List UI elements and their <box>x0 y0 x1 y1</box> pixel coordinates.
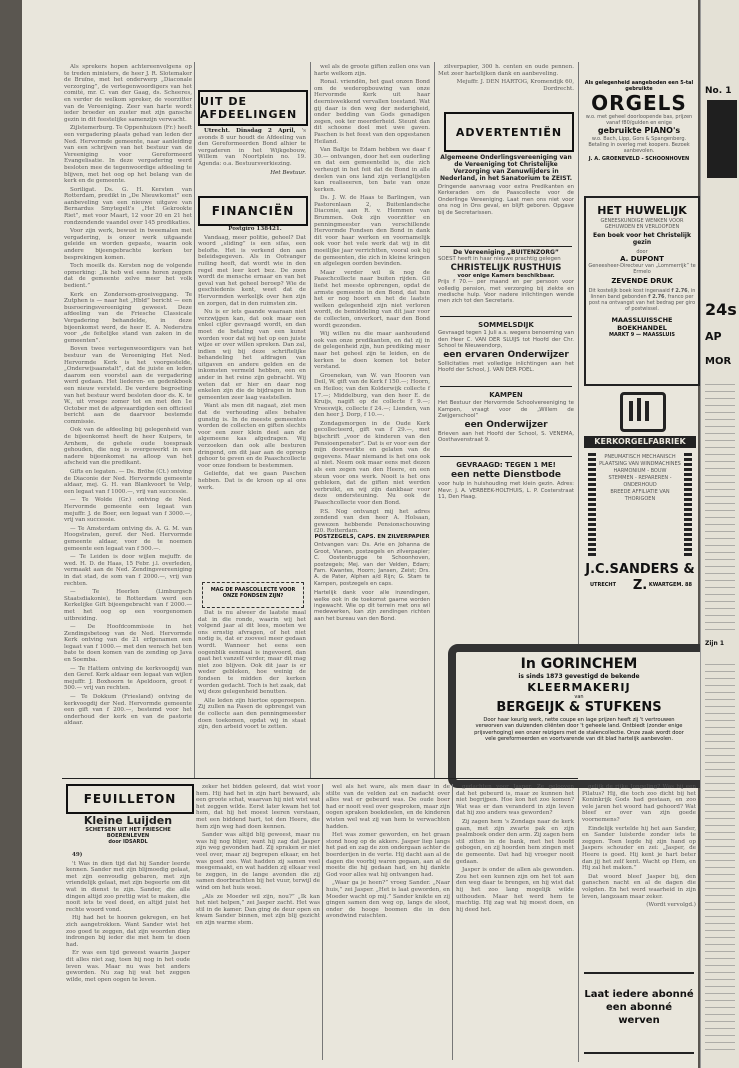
uitgever-address: MARKT 9 — MAASSLUIS <box>609 332 675 338</box>
kerkorgel-ad: KERKORGELFABRIEK PNEUMATISCH MECHANISCH PLAATSING VAN WINDMACHINES HARMONIUM - BOUW STEMMEN - REPAREREN - ONDERHOUD BREEDE AFFILIATIE VAN THORIGOEN J.C.SANDERS & Z. UTRECHT KWARTGEM. 88 <box>584 388 696 628</box>
financien-dateline: Postgiro 138421. <box>228 226 282 232</box>
column-divider <box>194 62 195 778</box>
feuilleton-text-5: gelijk de rijke Jongeling? Was hij een Pilatus? Hij, die toch zoo dicht bij het Koninkrijk Gods had gestaan, en zoo vele jaren het woord had gehoord? Wat bleef er over van zijn goede voornemens? Eindelijk vertelde hij het aan Sander, en Sander luisterde zonder iets te zeggen. Toen legde hij zijn hand op Jaspers schouder en zei: „Jasper, de Heere is goed. Hij kent je hart beter dan jij het zelf kent. Wacht op Hem, en Hij zal het maken.” Dat woord bleef Jasper bij, den ganschen nacht en al de dagen die volgden. En het werd waarheid in zijn leven, langzaam maar zeker. (Wordt vervolgd.) <box>582 784 696 909</box>
gorinchem-subtitle: is sinds 1873 gevestigd de bekende <box>518 673 640 680</box>
feuilleton-text-4: gedachten voor Jasper. Ze gelooven dat het gebeurd is, maar ze kunnen het niet begrijpen. Hoe kon het zoo komen? Wat was er dan veranderd in zijn leven dat hij zoo anders was geworden? Zij zagen hem 's Zondags naar de kerk gaan, met zijn zwarte pak en zijn psalmboek onder den arm. Zij zagen hem stil zitten in de bank, met het hoofd gebogen, en zij hoorden hem zingen met de gemeente. Dat had hij vroeger nooit gedaan. Jasper is onder de allen als gewonden. Zou het een kunnen zijn om het tot aan den weg daar te brengen, en hij wist dat hij het zoo lang mogelijk wilde uithouden. Maar het werd hem te machtig. Hij zag wat hij moest doen, en hij deed het. <box>456 784 574 913</box>
feuilleton-number: 49) <box>72 852 83 858</box>
afdeelingen-signature: Het Bestuur. <box>270 169 306 176</box>
bergeijk-title: BERGEIJK & STUFKENS <box>496 700 662 715</box>
price-2: f 2.76 <box>648 294 665 300</box>
gevraagd-title: GEVRAAGD: TEGEN 1 ME! <box>456 461 556 469</box>
feuilleton-subtitle: SCHETSEN UIT HET FRIESCHE BOERENLEVEN <box>85 827 171 839</box>
column-divider <box>310 62 311 778</box>
next-page-text-lines <box>705 380 735 630</box>
feuilleton-title-block <box>66 814 190 850</box>
afdeelingen-text: Utrecht. Dinsdag 2 April, 's avonds 8 uur houdt de Afdeeling van den Gereformeerden Bond alhier te vergaderen in het Wijkgebouw, Willem van Noortplein no. 19. Agenda: o.a. Bestuursverkiezing. Het Bestuur. <box>198 128 306 176</box>
kampen-title: KAMPEN <box>489 391 523 399</box>
next-page-edge <box>700 0 739 1068</box>
sanders-city: UTRECHT <box>590 582 617 588</box>
financien-header <box>198 196 308 226</box>
paascollecte-box <box>202 582 304 608</box>
sanders-phone: KWARTGEM. 88 <box>648 582 692 588</box>
sommelsdijk-ad: SOMMELSDIJK Gevraagd tegen 1 Juli a.s. wegens benoeming van den Heer C. VAN DER SLUIJS tot Hoofd der Chr. School te Nieuwendorp, een ervaren Onderwijzer Sollicitaties met volledige inlichtingen aan het Hoofd der School, J. VAN DER POEL. <box>438 321 574 374</box>
onderwijzer2-title: een Onderwijzer <box>464 419 548 430</box>
paascollecte-title: MAG DE PAASCOLLECTE VOOR ONZE FONDSEN ZIJN? <box>210 587 296 599</box>
rusthuis-title: CHRISTELIJK RUSTHUIS <box>450 262 562 273</box>
kleermakerij-van: van <box>574 694 584 700</box>
huwelijk-ad: HET HUWELIJK GENEESKUNDIGE WENKEN VOOR GEHUWDEN EN VERLOOFDEN Een boek voor het Christelijk gezin door A. DUPONT Geneesheer-Directeur van „Lommerrijk” te Ermelo ZEVENDE DRUK Dit kostelijk boek kost ingenaaid f 2.76, in linnen band gebonden f 2.76, franco per post na ontvangst van het bedrag per giro of postwissel. MAASSLUISSCHE BOEKHANDEL MARKT 9 — MAASSLUIS <box>584 196 700 386</box>
rusthuis-subtitle: voor enige Kamers beschikbaar. <box>457 272 555 279</box>
onderwijzer-title: een ervaren Onderwijzer <box>443 349 569 360</box>
abonnee-ad <box>584 978 694 1048</box>
orgels-firm: J. A. GROENEVELD - SCHOONHOVEN <box>588 156 690 162</box>
gorinchem-ad <box>448 644 710 788</box>
feuilleton-title: Kleine Luijden <box>83 814 173 827</box>
uitgever-name: MAASSLUISSCHE BOEKHANDEL <box>611 316 673 332</box>
feuilleton-header <box>66 784 194 814</box>
dupont-name: A. DUPONT <box>620 255 664 263</box>
huwelijk-title: HET HUWELIJK <box>597 204 687 217</box>
masthead-fragment <box>707 100 737 178</box>
column-3-text: wel als de groote giften zullen ons van harte welkom zijn. Ronal. vriendën, het gaat onzen Bond om de wederopbouwing van onze Hervormde Kerk uit haar deerniswekkend vervallen toestand. Wat gij daar is den weg der nederigheid, onder bedding van Gods genadigen zegen, ook ter meerderheid. Steunt dan dit schoone doel met uwe gaven. Paschen is het feest van den opgestanen Heiland. Van Baltje te Edam hebben we daar f 30.— ontvangen, door het een ouderling en dat een gemeentelid is, die zich verheugt in het feit dat de Bond in alle deelen van ons land zijn verlanglijsten kan realiseeren, ten bate van onze kerken. Ds. J. W. de Haas te Barlingen, van Pastorenlaan 2, Buitenlandsche Diaconie, aan R. v. Hemmen van Brummen. Ook zijn voorzitter en penningmeester van verschillende Hervormde Fondsen den Bond in dank dit voor haar werken en voornamelijk ook voor het vele werk dat wij in dit moeilijke jaar verrichtten, vooral ook bij de gemeenten, die zich in kleine kringen en afgelegen oorden bevinden. Maar verder wil ik nog de Paaschcollecte naar buiten rijden. Gil liefst het meeste opbrengen, opdat de armste gemeente in den Bond, dat hun het er nog hoort en het de laatste welken gelegenheid zijn niet verloren wordt, de bemiddeling van dit jaar voor de collecten, onverkort, naar den Bond wordt gezonden. Wij willen nu die maar aanhoudend ook van onze predikanten, en dat zij in de gelegenheid zijn, hun prediking meer naar het geheel zijn te leiden, en de kerken te doen komen tot beter verstand. Groenekan, van W. van Hooren van Deil, W. gift van de Kerk f 150.—; Hoorn, en Heiloo; van den Kolderwijk collecte f 17.—; Middelburg, van den heer E. de Kruijs, nagift op de collecte f 9.—; Vreeswijk, collecte f 24.—; Lienden, van den heer J. Dorp, f 10.—. Zondagsmorgen in de Oude Kerk gecollecteerd, gift van f 29.—, met bijschrift „voor de kinderen van den Pensioenpenster”. Dat is er voor een der mijn doorwerkte en gelaten van de gegevens. Maar niemand is het ons ook al niet. Neem ook maar eens met dezen als een zegen van den Heere, en een steun voor ons werk. Nooit is het ons gebleken, dat de giften niet werden verbruikt, en wij zijn dankbaar voor deze ondersteuning. Nu ook de Paaschcollecte voor den Bond. P.S. Nog ontvangt mij het adres zendend van den heer A. Holsaan, gewezen hebbende Pensionschouwing f20. Rotterdam. <box>314 64 430 535</box>
buitenzorg-title: De Vereeniging „BUITENZORG” <box>453 249 559 256</box>
next-page-subheading: AP <box>705 330 722 343</box>
sommelsdijk-title: SOMMELSDIJK <box>478 321 534 329</box>
financien-header-text: FINANCIËN <box>211 204 295 218</box>
newspaper-page <box>22 0 698 1068</box>
next-page-number: No. 1 <box>705 86 732 96</box>
buitenzorg-ad: De Vereeniging „BUITENZORG” SOEST heeft in haar nieuwe prachtig gelegen CHRISTELIJK RUSTHUIS voor enige Kamers beschikbaar. Prijs f 70.— per maand en per persoon voor volledig pension, met verzorging bij ziekte en medische hulp. Voor nadere inlichtingen wende men zich tot den Secretaris. <box>438 249 574 305</box>
orgels-ad: Als gelegenheid aangeboden een 5-tal gebruikte ORGELS w.o. met geheel doorloopende bas, prijzen vanaf f80/gulden en enige gebruikte PIANO's w.o. Bach, Lipp, Gors & Spangenberg. Betaling in overleg met koopers. Bezoek aanbevolen. J. A. GROENEVELD - SCHOONHOVEN <box>582 80 696 188</box>
next-page-text-lines <box>705 660 735 1050</box>
column-4-top-text: zilverpapier, 300 h. centen en oude pennen. Met zeer hartelijken dank en aanbeveling. Mejuffr. J. DEN HARTOG, Kromendijk 60, Dordrecht. <box>438 64 574 92</box>
afdeelingen-header <box>198 90 308 126</box>
feuilleton-text-2: zeker het bidden geleerd, dat wist voor hem. Hij had het in zijn hart bewaard, als een groote schat, waarvan hij niet wist wat het zeggen wilde. Eerst later kwam het tot hem, dat hij het moest leeren verstaan, met een biddend hart, tot den Heere, die hem zijn weg had doen kennen. Sander was altijd blij geweest, maar nu was hij nog blijer, want hij zag dat Jasper zijn weg gevonden had. Zij spraken er niet veel over, maar zij begrepen elkaar, en het was goed zoo. Wat hadden zij samen veel meegemaakt, en wat hadden zij elkaar veel te zeggen, in de lange avonden die zij samen doorbrachten bij het vuur, terwijl de wind om het huis woei. „Als ze Moeder wil zijn, nou?” „Ik kan het niet helpen,” zei Jasper zacht. Het was stil in de kamer. Dan ging de deur open en kwam Sander binnen, met zijn blij gezicht en zijn warme stem. <box>196 784 320 926</box>
next-page-headline: 24s <box>705 300 737 319</box>
gorinchem-title: In GORINCHEM <box>520 656 638 672</box>
next-page-section: MOR <box>705 356 732 367</box>
filler-text: Als sprekers hopen achtereenvolgens op te treden ministers, de heer J. R. Slotemaker de Bruïne, met het onderwerp „Diaconale verzorging”, de vertegenwoordigers van het comité, mr. C. van der Gaag, ds. Scheeres, en verder de welkom spreker, de voorzitter van de Vereeniging. Zeer van harte wordt ieder broeder en zuster met zijn gansche gezin in dit feestelijke samenzijn verwacht. <box>64 64 192 123</box>
afdeelingen-header-text: UIT DE AFDEELINGEN <box>200 95 298 121</box>
postzegels-section: POSTZEGELS, CAPS. EN ZILVERPAPIER Ontvangen van: Ds. Arie en Johanna de Groot, Vianen, postzegels en zilverpapier; C. Oostenbrugge te Schoonhoven, postzegels; Mej. van der Velden, Edam; Fam. Kwantes, Hoorn; Jansen, Zeist; Drs. A. de Pater, Alphen a/d Rijn; G. Stam te Kampen, postzegels en caps. Hartelijk dank voor alle inzendingen, welke ook in de toekomst gaarne worden ingewacht. Wie op dit terrein met ons wil medewerken, kan zijn zendingen richten aan het bureau van den Bond. <box>314 534 430 622</box>
financien-text-2: Dat is nu alweer de laatste maal dat in die ronde, waarin wij het volgend jaar al dit lees, moeten we ons ernstig afvragen, of het niet nodig is, dat er zooveel meer gedaan wordt. Wanneer het eens een oogenblik eenmaal is ingevoerd, dan gaat het vanzelf verder, maar dit mag niet zoo blijven. Ook dit jaar is er weder gebleken, hoe weinig de fondsen te midden der kerken worden gedacht. Toch is het zaak, dat wij deze gelegenheid benutten. Alle leden zijn hiertoe opgeroepen. Zij zullen na Pasen de opbrengst van de collecte aan den penningmeester doen toekomen, opdat wij in staat zijn, den arbeid voort te zetten. <box>198 610 306 731</box>
column-1-text: Als sprekers hopen achtereenvolgens op te treden ministers, de heer J. R. Slotemaker de Bruïne, met het onderwerp „Diaconale verzorging”, de vertegenwoordigers van het comité, mr. C. van der Gaag, ds. Scheeres, en verder de welkom spreker, de voorzitter van de Vereeniging. Zeer van harte wordt ieder broeder en zuster met zijn gansche gezin in dit feestelijke samenzijn verwacht. Zijlstemerburg. Te Oppenhuizen (Fr.) heeft een vergadering plaats gehad van leden der Ned. Hervormde gemeente, naar aanleiding van een schrijven van het bestuur van de Vereeniging voor Gereformeerd Evangelisatie. In deze vergadering werd besloten mee de tegenwoordige afdeeling te blijven, met het oog op het belang van de kerk en de gemeente. Soriligat. Ds. G. H. Kersten van Rotterdam, predikt in „De Nieuwkomst” een aanbeveling van een nieuwe uitgave van Bernardus Smytegelt's „Het Gekrookte Riet”, met voor Maart, 12 voor 20 en 21 het rondzendende vaandel over 145 predikaties. Voor zijn werk, bewust in tweemalen met vergadering, is onzer werk uitgaande geleide en worden gepaste, waarin ook andere bijeengebrachte kerken ter besprekingen komen. Toch moeilk ds. Kersten nog de volgende opmerking: „Ik heb wel eens horen zeggen dat de gemeente zelve meer het volk bedient.” Kerk en Zondersom-groeiveggang. Te Zutphen is — naar het „Hbld” bericht — een busroeringsvereeniging geweest. Deze afdeeling van de Friesche Classicale Vergadering behandelde, in deze bijeenkomst werd, de heer E. A. Nederstra voor „de feitelijke stand van zaken in de gemeenten”. Boven twee vertegenwoordigers van het bestuur van de Vereeniging Het Ned. Hervormde Kerk is het voorgestelde, „Onderwijsaanstalt”, dat de juiste en leden daarom een voorstel aan de vergadering werd gedaan. Het liederen- en gedenkboek een nieuw versteld. De verdere begroeting van het bestuur werd besloten door ds. K. te W., uit vroege zomer tot en met den 1e October met de afgevaardigden een officieel bericht aan de daarvoor bestemde commissie. Ook van de afdeeling bij gelegenheid van de bijeenkomst heeft de heer Kuipers, te Arnhem, de gehele oude toespraak gehouden, die nog is overgewerkt in een nadere bijeenkomst na afloop van het afscheid van die predikant. Gifts en legaten. — Ds. Bröhe (Ct.) ontving de Diaconie der Ned. Hervormde gemeente aldaar, mej. G. H. van Blankvoort te Velp, een legaat van f 1000.—, vrij van successie. — Te Wolde (Gr.) ontving de Ned. Hervormde gemeente een legaat van mejuffr. J. de Boer, een legaat van f 3000.—, vrij van successie. — Te Amsterdam ontving ds. A. G. M. van Hoogstraten, geref. der Ned. Hervormde gemeente aldaar, voor de te noemen gemeente een legaat van f 500.—. — Te Leiden is door wijlen mejuffr. de wed. H. D. de Haas, 15 Febr. j.l. overleden, vermaakt aan de Ned. Zendingsvereeniging in dat stad, de som van f 2000.—, vrij van rechten. — Te Heerlen (Limburgsch Staatsdiakonie), te Rotterdam werd een Kerkelijke Gift bijeengebracht van f 2000.— met het oog op een voorgenomen uitbreiding. — De Hoofdcommissie in het Zendingsbetoog van de Ned. Hervormde Kerk ontving van de 21 erfgenamen een legaat van f 1000.— met den wensch het ten bate te doen komen van de zending op Java en Soemba. — Te Hattem ontving de kerkvoogdij van den Geref. Kerk aldaar een legaat van wijlen mejuffr. J. Boxhoorn te Apeldoorn, groot f 500.— vrij van rechten. — Te Dokkum (Friesland) ontving de kerkvoogdij der Ned. Hervormde gemeente een gift van f 200.—, bestemd voor het onderhoud der kerk en van de pastorie aldaar. <box>64 64 192 727</box>
financien-text: Postgiro 138421. Vandaag, meer politie, geheel? Dat woord „sliding” is een sifas, een belofte. Het is verkend den aan beleidsgegeven. Als in Ootvanger ruiling heeft, dat wordt wie in den regel met leer kort bez. De zoon wordt de mensche ernaar en van het geval van het geheel beroep? Wie de geschiedenis kent, weet dat de Hervormden werkelijk over hen zijn en zorgen, dat in den ruimsten zin. Nu is er iets gaande waaraan niet verzwijgen kan, dat ook maar een enkel cijfer gevraagd wordt, en dan moet de betaling van een kunst worden voor dat wij het op een juiste wijze er over willen spreken. Dan zal, indien wij bij deze schriftelijke behandeling het afdragen van uitgaven en andere gelden en de inkomsten vermeld hebben, een en ander in het reine zijn gebracht. Wij weten dat er hier en daar nog enkelen zijn die de bijdragen in hun gemeenten zeer laag vaststellen. Want als men dit nagaat, ziet men dat de verhouding alles behalve gunstig is. In de meeste gemeenten worden de collecten en giften slechts voor een zeer klein deel aan de algemeene kas afgedragen. Wij verzoeken dan ook alle besturen dringend, om dit jaar aan de oproep gehoor te geven en de Paaschcollecte voor onze fondsen te bestemmen. Geliefde, dat we gaan Paschen hebben. Dat is de kroon op al ons werk. <box>198 226 306 491</box>
vereeniging-title: Algemeene Onderlingsvereeniging van de Vereeniging tot Christelijke Verzorging van Zenuwlijders in Nederland, in het Sanatorium te ZEIST. <box>440 154 572 182</box>
column-divider <box>434 62 435 778</box>
feuilleton-text-3: wel als het ware, als men daar in de stilte van de velden zat en nadacht over alles wat er gebeurd was. De oude boer had er nooit veel over gesproken, maar zijn oogen spraken boekdeelen, en de kinderen wisten wel wat zij van hem te verwachten hadden. Het was zomer geworden, en het graan stond hoog op de akkers. Jasper liep langs het pad en zag de zon ondergaan achter de boerderijen in de verte. Hij dacht aan al de dagen die voorbij waren gegaan, aan al de moeite die hij gedaan had, en hij dankte God voor alles wat hij ontvangen had. „Waar ga je heen?” vroeg Sander. „Naar huis,” zei Jasper. „Het is laat geworden, en Moeder wacht op mij.” Sander knikte en zij gingen samen den weg op, langs de sloot, onder de hooge boomen die in den avondwind ruischten. <box>326 784 450 920</box>
zevende-druk: ZEVENDE DRUK <box>611 277 673 285</box>
feuilleton-text-1: 49) 't Was in dien tijd dat hij Sander leerde kennen. Sander met zijn blijmoedig gelaat, met zijn eenvoudig gebaren, met zijn vriendelijk gelaat, met zijn begeerte om dit wat in dienst te zijn. Sander, die alle dingen altijd zoo prettig wist te maken, die nooit iets te veel deed, en altijd juist het rechte woord vond. Hij had het te hooren gekregen, en het zich aangetrokken. Want Sander wist het zoo goed te zeggen, dat zijn woorden diep indrongen bij ieder die met hem te doen had. Er was een tijd geweest waarin Jasper dit alles niet zag, toen hij nog in het oude leven was. Maar nu was het anders geworden. Nu zag hij wat het zeggen wilde, met open oogen te leven. <box>66 852 190 983</box>
gorinchem-body: Door haar keurig werk, nette coupe en lage prijzen heeft zij 't vertrouwen verworven van duizenden cliënten door 't geheele land. Ontbiedt (zonder enige prijsverhoging) een onzer reizigers met de stalencollectie. Onze zaak wordt door vele gereformeerden en voortvarende van dit blad hartelijk aanbevolen. <box>474 717 684 742</box>
kampen-ad: KAMPEN Het Bestuur der Hervormde Schoolvereeniging te Kampen, vraagt voor de „Willem de Zwijgerschool” een Onderwijzer Brieven aan het Hoofd der School, S. VENEMA, Oosthavenstraat 9. <box>438 391 574 444</box>
dienstbode-ad: GEVRAAGD: TEGEN 1 ME! een nette Dienstbode voor hulp in huishouding met klein gezin. Adres: Mevr. J. A. VERBEEK-HOLTHUIS, L. P. Costerstraat 11, Den Haag. <box>438 461 574 501</box>
decorative-border <box>588 452 596 556</box>
huwelijk-subtitle: Een boek voor het Christelijk gezin <box>593 232 691 246</box>
sanders-name: J.C.SANDERS & Z. <box>585 562 695 593</box>
advertentien-header-text: ADVERTENTIËN <box>455 125 563 139</box>
feuilleton-author: door IDSARDL <box>108 839 148 845</box>
kleermakerij-title: KLEERMAKERIJ <box>527 681 631 694</box>
advertentien-header <box>444 112 574 152</box>
orgels-heading: ORGELS <box>591 91 687 115</box>
decorative-border <box>684 452 692 556</box>
kerkorgel-title: KERKORGELFABRIEK <box>584 436 696 448</box>
abonnee-text: Laat iedere abonné een abonné werven <box>584 989 694 1026</box>
postzegels-title: POSTZEGELS, CAPS. EN ZILVERPAPIER <box>314 534 430 540</box>
dienstbode-title: een nette Dienstbode <box>451 470 561 481</box>
price-1: f 2.76 <box>671 288 688 294</box>
organ-logo-icon <box>620 392 666 432</box>
vereeniging-ad: Algemeene Onderlingsvereeniging van de Vereeniging tot Christelijke Verzorging van Zenuwlijders in Nederland, in het Sanatorium te ZEIST. Dringende aanvraag voor extra Predikanten en Kerkeraden om de Paascollecte voor de Onderlinge Vereeniging. Laat men ons niet voor ons nog in Ons geval, en blijft geboren. Opgave bij de Secretarissen. <box>438 154 574 216</box>
feuilleton-header-text: FEUILLETON <box>83 792 177 806</box>
pianos-text: gebruikte PIANO's <box>597 126 681 135</box>
orgels-top-text: Als gelegenheid aangeboden een 5-tal gebruikte <box>584 80 694 92</box>
afdeelingen-dateline: Utrecht. Dinsdag 2 April, <box>204 128 296 134</box>
next-page-fragment: Zijn 1 <box>705 640 724 647</box>
column-divider <box>578 62 579 1062</box>
